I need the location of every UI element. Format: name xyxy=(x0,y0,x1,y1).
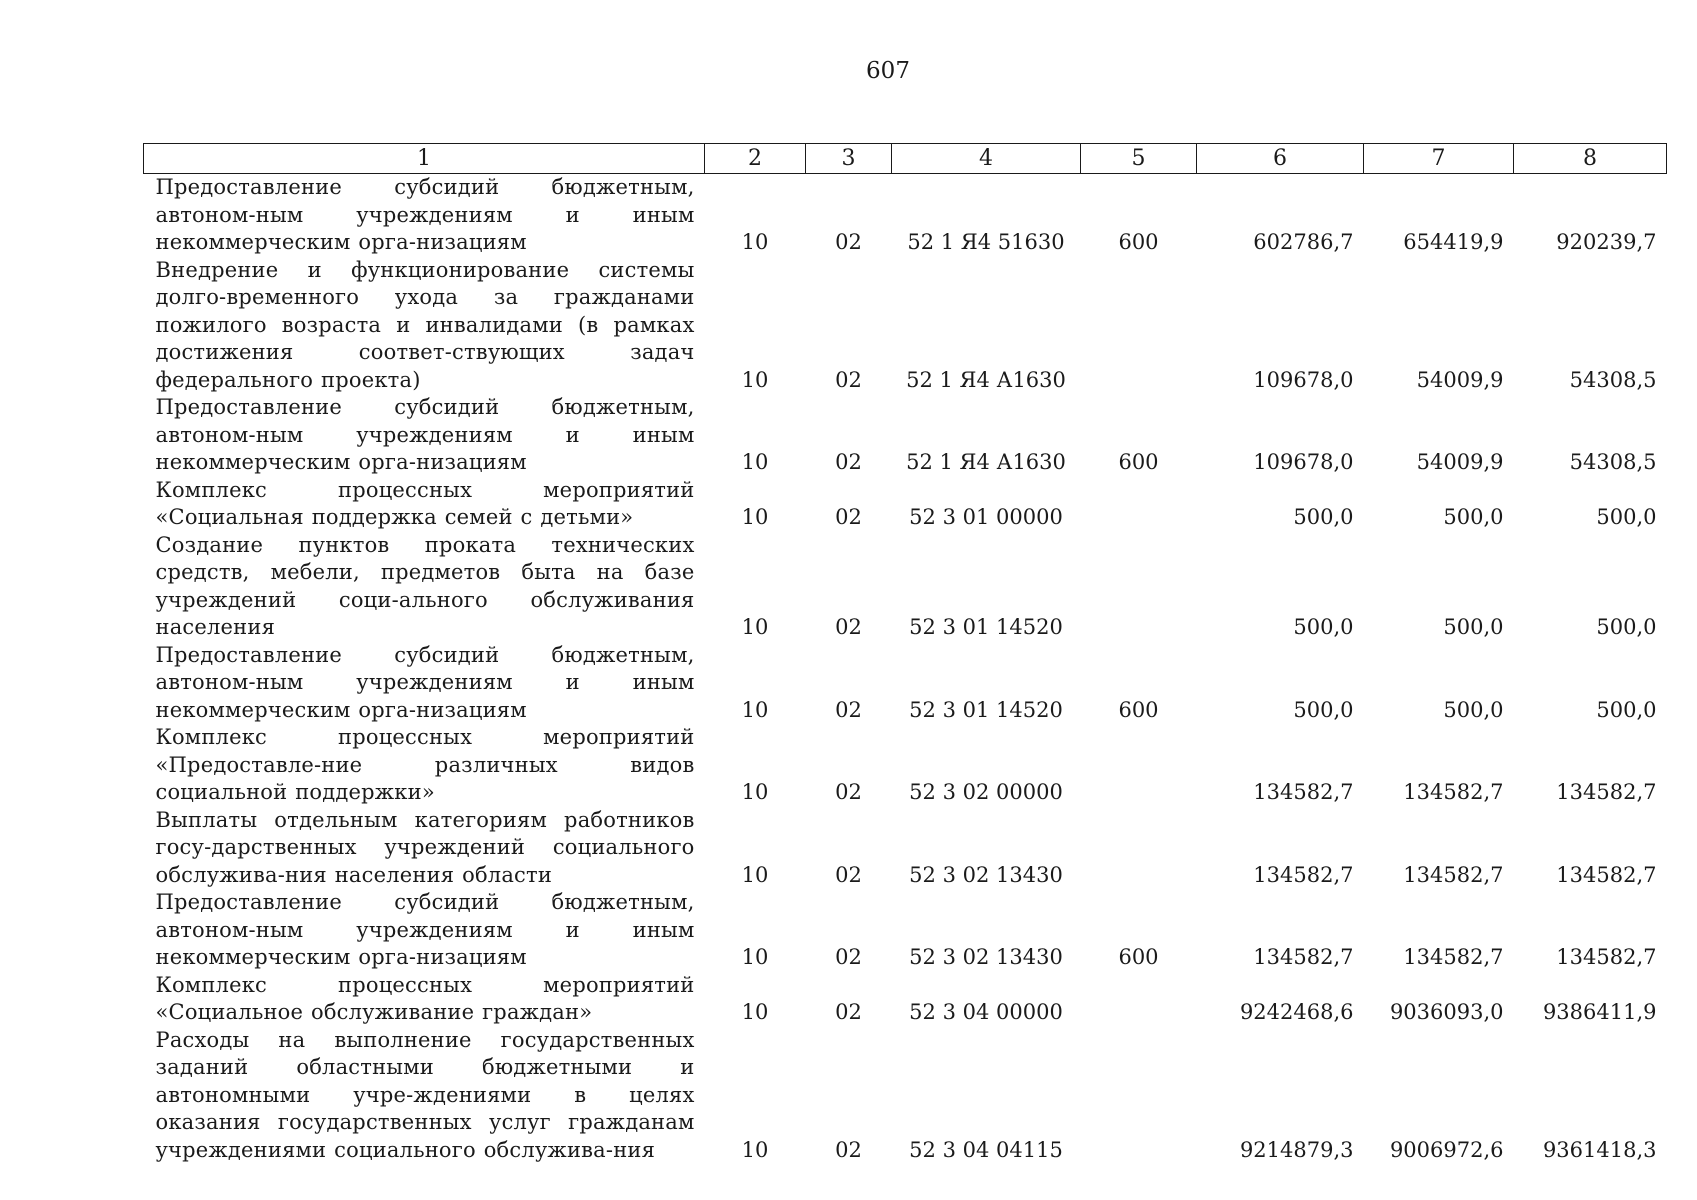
row-target-code: 52 3 02 00000 xyxy=(909,780,1063,804)
row-expense-type xyxy=(1081,1027,1197,1165)
row-value-col8: 500,0 xyxy=(1596,615,1657,639)
row-target-code: 52 1 Я4 А1630 xyxy=(906,367,1066,392)
row-name: Создание пунктов проката технических средств, мебели, предметов быта на базе учреждений соци-ального обслуживания населения xyxy=(155,532,695,639)
header-col-8: 8 xyxy=(1514,144,1667,174)
row-section: 10 xyxy=(741,615,769,639)
row-value-col8: 134582,7 xyxy=(1556,945,1657,969)
row-value-col7: 134582,7 xyxy=(1403,780,1504,804)
row-value-col8: 134582,7 xyxy=(1556,862,1657,887)
row-value-col7: 9036093,0 xyxy=(1389,1000,1504,1024)
row-section: 10 xyxy=(741,367,769,392)
row-expense-type xyxy=(1081,532,1197,642)
row-value-col7: 134582,7 xyxy=(1403,862,1504,887)
row-value-col8: 500,0 xyxy=(1596,697,1657,722)
header-col-1: 1 xyxy=(144,144,705,174)
row-name: Комплекс процессных мероприятий «Социальное обслуживание граждан» xyxy=(155,972,695,1024)
row-value-col7: 54009,9 xyxy=(1416,367,1504,392)
row-expense-type xyxy=(1081,257,1197,395)
page-number: 607 xyxy=(866,58,910,84)
row-value-col8: 9361418,3 xyxy=(1542,1137,1657,1162)
row-expense-type xyxy=(1081,972,1197,1027)
row-subsection: 02 xyxy=(835,780,862,804)
row-expense-type xyxy=(1081,807,1197,890)
row-subsection: 02 xyxy=(835,945,862,969)
row-name: Комплекс процессных мероприятий «Предоставле-ние различных видов социальной поддержки» xyxy=(155,725,695,804)
table-row xyxy=(144,477,1667,532)
row-value-col7: 500,0 xyxy=(1443,615,1504,639)
row-value-col6: 500,0 xyxy=(1293,697,1354,722)
table-header xyxy=(144,144,1667,174)
row-name: Предоставление субсидий бюджетным, автоном-ным учреждениям и иным некоммерческим орга-низациям xyxy=(155,642,695,722)
row-subsection: 02 xyxy=(835,1137,862,1162)
row-name: Расходы на выполнение государственных заданий областными бюджетными и автономными учре-ждениями в целях оказания государственных услуг гражданам учреждениями социального обслужива-ния xyxy=(155,1027,695,1162)
row-value-col7: 54009,9 xyxy=(1416,450,1504,474)
row-section: 10 xyxy=(741,862,769,887)
row-name: Выплаты отдельным категориям работников госу-дарственных учреждений социального обслужива-ния населения области xyxy=(155,807,695,887)
row-value-col8: 920239,7 xyxy=(1556,230,1657,254)
row-target-code: 52 3 01 14520 xyxy=(909,615,1063,639)
row-section: 10 xyxy=(741,780,769,804)
row-expense-type: 600 xyxy=(1118,450,1159,474)
row-value-col6: 134582,7 xyxy=(1253,862,1354,887)
row-target-code: 52 3 04 04115 xyxy=(909,1137,1063,1162)
row-target-code: 52 1 Я4 51630 xyxy=(907,230,1065,254)
row-section: 10 xyxy=(741,450,769,474)
row-expense-type xyxy=(1081,477,1197,532)
row-value-col7: 134582,7 xyxy=(1403,945,1504,969)
table-row xyxy=(144,257,1667,395)
header-row xyxy=(144,144,1667,174)
table-row xyxy=(144,807,1667,890)
row-target-code: 52 3 01 00000 xyxy=(909,505,1063,529)
row-section: 10 xyxy=(741,945,769,969)
header-col-5: 5 xyxy=(1081,144,1197,174)
row-target-code: 52 3 02 13430 xyxy=(909,862,1063,887)
row-value-col7: 500,0 xyxy=(1443,505,1504,529)
row-name: Комплекс процессных мероприятий «Социальная поддержка семей с детьми» xyxy=(155,477,695,529)
header-col-6: 6 xyxy=(1197,144,1364,174)
row-subsection: 02 xyxy=(835,1000,862,1024)
row-section: 10 xyxy=(741,1000,769,1024)
row-value-col8: 134582,7 xyxy=(1556,780,1657,804)
row-subsection: 02 xyxy=(835,697,862,722)
table-row xyxy=(144,394,1667,477)
row-subsection: 02 xyxy=(835,862,862,887)
row-expense-type xyxy=(1081,724,1197,807)
row-expense-type: 600 xyxy=(1118,230,1159,254)
header-col-2: 2 xyxy=(705,144,806,174)
row-section: 10 xyxy=(741,230,769,254)
row-value-col8: 54308,5 xyxy=(1569,367,1657,392)
table-row xyxy=(144,1027,1667,1165)
row-value-col6: 109678,0 xyxy=(1253,450,1354,474)
row-target-code: 52 3 02 13430 xyxy=(909,945,1063,969)
row-value-col6: 602786,7 xyxy=(1253,230,1354,254)
row-expense-type: 600 xyxy=(1118,697,1159,722)
row-value-col6: 134582,7 xyxy=(1253,780,1354,804)
header-col-4: 4 xyxy=(892,144,1081,174)
row-target-code: 52 1 Я4 А1630 xyxy=(906,450,1066,474)
row-value-col6: 500,0 xyxy=(1293,615,1354,639)
row-subsection: 02 xyxy=(835,230,862,254)
row-section: 10 xyxy=(741,505,769,529)
table-row xyxy=(144,174,1667,257)
row-value-col7: 9006972,6 xyxy=(1389,1137,1504,1162)
row-expense-type: 600 xyxy=(1118,945,1159,969)
table-row xyxy=(144,972,1667,1027)
row-value-col6: 9214879,3 xyxy=(1239,1137,1354,1162)
header-col-3: 3 xyxy=(806,144,892,174)
row-subsection: 02 xyxy=(835,450,862,474)
row-value-col6: 134582,7 xyxy=(1253,945,1354,969)
row-name: Предоставление субсидий бюджетным, автоном-ным учреждениям и иным некоммерческим орга-низациям xyxy=(155,175,695,254)
row-value-col6: 500,0 xyxy=(1293,505,1354,529)
row-name: Внедрение и функционирование системы долго-временного ухода за гражданами пожилого возраста и инвалидами (в рамках достижения соответ-ствующих задач федерального проекта) xyxy=(155,257,695,392)
row-subsection: 02 xyxy=(835,505,862,529)
budget-table xyxy=(143,143,1667,1164)
table-body xyxy=(144,174,1667,1165)
row-value-col8: 54308,5 xyxy=(1569,450,1657,474)
table-row xyxy=(144,532,1667,642)
row-value-col8: 9386411,9 xyxy=(1542,1000,1657,1024)
row-name: Предоставление субсидий бюджетным, автоном-ным учреждениям и иным некоммерческим орга-низациям xyxy=(155,395,695,474)
header-col-7: 7 xyxy=(1364,144,1514,174)
row-value-col7: 654419,9 xyxy=(1403,230,1504,254)
row-value-col8: 500,0 xyxy=(1596,505,1657,529)
row-section: 10 xyxy=(741,697,769,722)
row-target-code: 52 3 04 00000 xyxy=(909,1000,1063,1024)
row-value-col6: 9242468,6 xyxy=(1239,1000,1354,1024)
row-subsection: 02 xyxy=(835,367,862,392)
row-subsection: 02 xyxy=(835,615,862,639)
table-row xyxy=(144,642,1667,725)
table-row xyxy=(144,889,1667,972)
row-value-col6: 109678,0 xyxy=(1253,367,1354,392)
row-name: Предоставление субсидий бюджетным, автоном-ным учреждениям и иным некоммерческим орга-низациям xyxy=(155,890,695,969)
row-section: 10 xyxy=(741,1137,769,1162)
table-row xyxy=(144,724,1667,807)
row-target-code: 52 3 01 14520 xyxy=(909,697,1063,722)
row-value-col7: 500,0 xyxy=(1443,697,1504,722)
